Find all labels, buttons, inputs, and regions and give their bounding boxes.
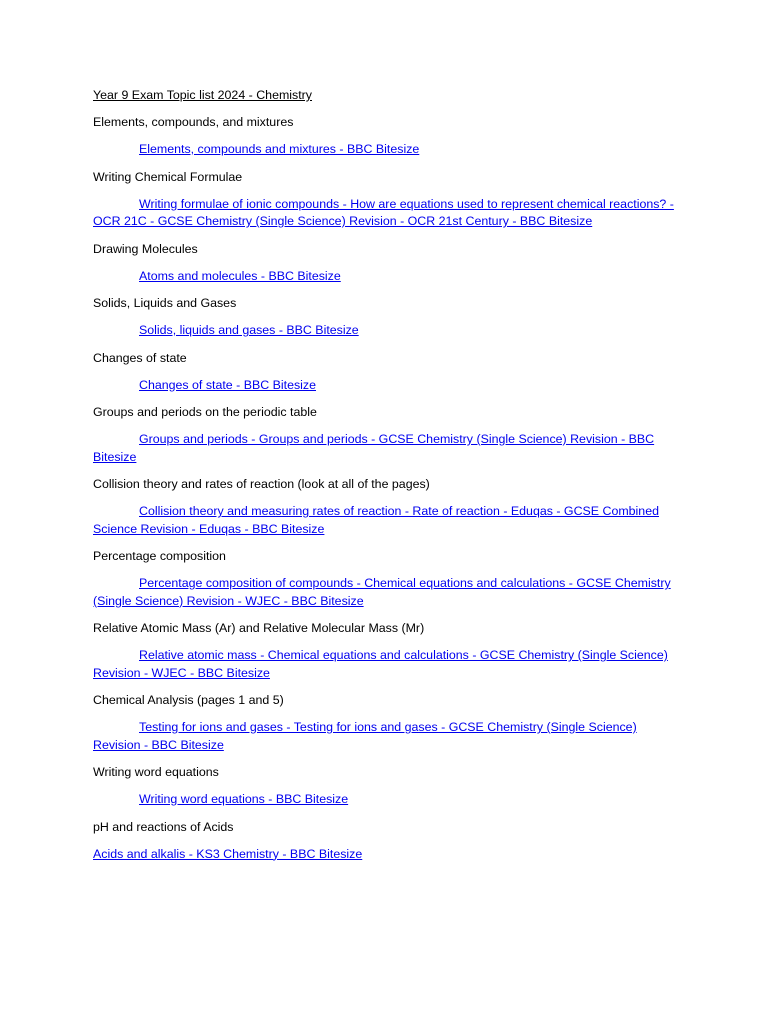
resource-link[interactable]: Percentage composition of compounds - Chemical equations and calculations - GCSE Chemistry (Single Science) Revision - WJEC - BBC Bitesize xyxy=(93,576,671,608)
resource-link[interactable]: Groups and periods - Groups and periods - GCSE Chemistry (Single Science) Revision - BBC Bitesize xyxy=(93,432,655,464)
topic-heading: Elements, compounds, and mixtures xyxy=(93,115,294,129)
resource-link[interactable]: Changes of state - BBC Bitesize xyxy=(139,377,316,392)
resource-line xyxy=(93,431,683,466)
topic-heading: Relative Atomic Mass (Ar) and Relative Molecular Mass (Mr) xyxy=(93,621,425,635)
document-page xyxy=(93,87,683,873)
resource-link[interactable]: Atoms and molecules - BBC Bitesize xyxy=(139,268,341,283)
resource-line xyxy=(93,141,683,159)
topic-heading: Chemical Analysis (pages 1 and 5) xyxy=(93,693,284,707)
resource-line xyxy=(93,575,683,610)
topic-heading: Changes of state xyxy=(93,350,187,365)
resource-line xyxy=(93,503,683,538)
resource-line xyxy=(93,647,683,682)
resource-line xyxy=(93,791,683,809)
resource-link[interactable]: Solids, liquids and gases - BBC Bitesize xyxy=(139,323,359,337)
document-title: Year 9 Exam Topic list 2024 - Chemistry xyxy=(93,88,312,102)
topic-heading: Writing Chemical Formulae xyxy=(93,169,243,184)
resource-link[interactable]: Writing word equations - BBC Bitesize xyxy=(139,792,349,806)
topic-heading: Groups and periods on the periodic table xyxy=(93,405,317,419)
topic-heading: Collision theory and rates of reaction (look at all of the pages) xyxy=(93,477,430,491)
resource-line xyxy=(93,377,683,395)
resource-link[interactable]: Writing formulae of ionic compounds - How are equations used to represent chemical reactions? - OCR 21C - GCSE Chemistry (Single Science) Revision - OCR 21st Century - BBC Bitesize xyxy=(93,196,674,228)
topic-heading: pH and reactions of Acids xyxy=(93,819,234,834)
topic-heading: Drawing Molecules xyxy=(93,241,198,256)
resource-line xyxy=(93,196,683,231)
topic-heading: Percentage composition xyxy=(93,549,226,563)
resource-link[interactable]: Relative atomic mass - Chemical equations and calculations - GCSE Chemistry (Single Science) Revision - WJEC - BBC Bitesize xyxy=(93,648,668,680)
resource-link[interactable]: Elements, compounds and mixtures - BBC Bitesize xyxy=(139,142,420,156)
resource-line xyxy=(93,322,683,340)
resource-line xyxy=(93,719,683,754)
topic-heading: Solids, Liquids and Gases xyxy=(93,296,237,310)
resource-line xyxy=(93,268,683,286)
resource-link[interactable]: Collision theory and measuring rates of reaction - Rate of reaction - Eduqas - GCSE Combined Science Revision - Eduqas - BBC Bitesize xyxy=(93,504,659,536)
resource-line xyxy=(93,846,683,864)
resource-link[interactable]: Acids and alkalis - KS3 Chemistry - BBC Bitesize xyxy=(93,846,363,861)
resource-link[interactable]: Testing for ions and gases - Testing for ions and gases - GCSE Chemistry (Single Science) Revision - BBC Bitesize xyxy=(93,720,637,752)
topic-heading: Writing word equations xyxy=(93,765,219,779)
